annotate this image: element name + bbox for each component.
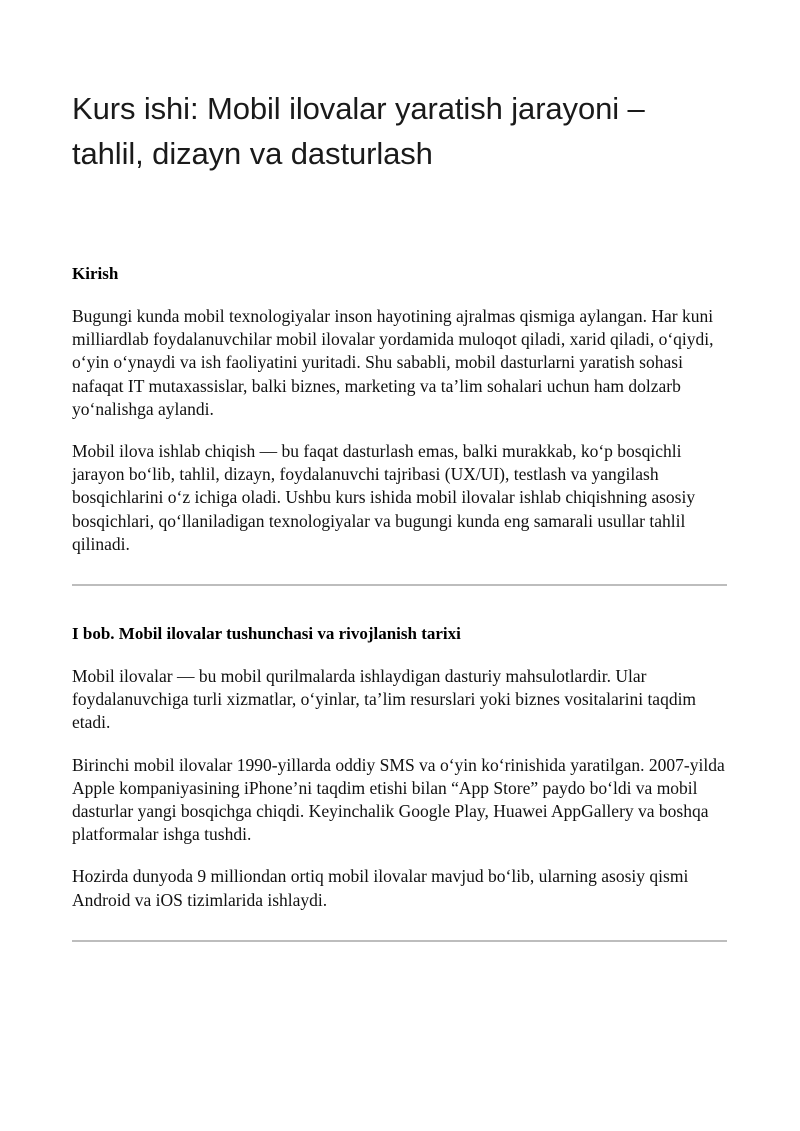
heading-chapter-one: I bob. Mobil ilovalar tushunchasi va rivojlanish tarixi — [72, 624, 461, 644]
spacer-before-rule-2 — [72, 912, 728, 940]
chapter-one-paragraph-2: Birinchi mobil ilovalar 1990-yillarda oddiy SMS va o‘yin ko‘rinishida yaratilgan. 2007-yilda Apple kompaniyasining iPhone’ni taqdim etishi bilan “App Store” paydo bo‘ldi va mobil dasturlar yangi bosqichga chiqdi. Keyinchalik Google Play, Huawei AppGallery va boshqa platformalar ishga tushdi. — [72, 754, 725, 845]
chapter-one-paragraph-1: Mobil ilovalar — bu mobil qurilmalarda ishlaydigan dasturiy mahsulotlardir. Ular foydalanuvchiga turli xizmatlar, o‘yinlar, ta’lim resurslari yoki biznes vositalarini taqdim etadi. — [72, 666, 697, 733]
section-divider-2 — [72, 940, 727, 942]
heading-kirish: Kirish — [72, 264, 119, 283]
page-title: Kurs ishi: Mobil ilovalar yaratish jarayoni – tahlil, dizayn va dasturlash — [72, 91, 645, 171]
spacer-intro-1 — [72, 421, 728, 440]
intro-paragraph-1: Bugungi kunda mobil texnologiyalar inson hayotining ajralmas qismiga aylangan. Har kuni milliardlab foydalanuvchilar mobil ilovalar yordamida muloqot qiladi, xarid qiladi, o‘qiydi, o‘yin o‘ynaydi va ish faoliyatini yuritadi. Shu sababli, mobil dasturlarni yaratish sohasi nafaqat IT mutaxassislar, balki biznes, marketing va ta’lim sohalari uchun ham dolzarb yo‘nalishga aylandi. — [72, 306, 714, 419]
spacer-chapter-heading — [72, 645, 728, 665]
spacer-after-rule-1 — [72, 586, 728, 622]
spacer-chapter-1 — [72, 735, 728, 754]
chapter-one-paragraph-3: Hozirda dunyoda 9 milliondan ortiq mobil ilovalar mavjud bo‘lib, ularning asosiy qismi Android va iOS tizimlarida ishlaydi. — [72, 866, 689, 910]
spacer-before-rule-1 — [72, 556, 728, 584]
spacer-title — [72, 176, 728, 262]
spacer-chapter-2 — [72, 846, 728, 865]
intro-paragraph-2: Mobil ilova ishlab chiqish — bu faqat dasturlash emas, balki murakkab, ko‘p bosqichli jarayon bo‘lib, tahlil, dizayn, foydalanuvchi tajribasi (UX/UI), testlash va yangilash bosqichlarini o‘z ichiga oladi. Ushbu kurs ishida mobil ilovalar ishlab chiqishning asosiy bosqichlari, qo‘llaniladigan texnologiyalar va bugungi kunda eng samarali usullar tahlil qilinadi. — [72, 441, 696, 554]
spacer-kirish — [72, 285, 728, 305]
